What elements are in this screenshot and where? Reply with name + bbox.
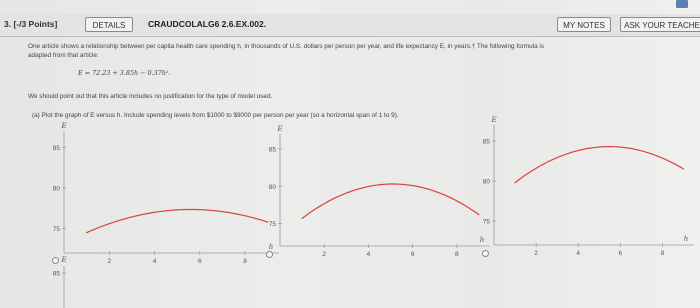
formula: E = 72.23 + 3.85h − 0.37h². (78, 69, 171, 77)
radio-option-2[interactable] (266, 251, 273, 258)
x-tick-label: 8 (660, 250, 665, 257)
x-tick-label: 2 (107, 258, 112, 265)
data-point (302, 218, 303, 219)
data-point (177, 209, 178, 210)
graph-option-3[interactable] (483, 116, 694, 257)
intro-text-1: One article shows a relationship between per capita health care spending h, in thousands of U.S. dollars per person per year, and life expectancy E, in years.† The following formula is (28, 43, 545, 50)
y-tick-label: 75 (482, 218, 490, 226)
data-point (514, 182, 515, 183)
x-tick-label: 8 (243, 258, 247, 265)
x-tick-label: 4 (366, 251, 371, 258)
part-a-prompt: (a) Plot the graph of E versus h. Include spending levels from $1000 to $9000 per person per year (so a horizontal span of 1 to 9). (32, 112, 399, 119)
x-tick-label: 6 (197, 258, 202, 265)
intro-text-2: adapted from that article: (28, 52, 99, 59)
data-point (478, 214, 479, 215)
x-tick-label: 4 (152, 258, 157, 265)
details-button[interactable]: DETAILS (85, 17, 133, 32)
radio-option-3[interactable] (482, 250, 489, 257)
graph-option-1[interactable] (53, 122, 279, 265)
data-point (609, 146, 610, 147)
y-tick-label: 85 (268, 146, 276, 154)
y-tick-label: 75 (52, 226, 60, 234)
y-tick-label: 75 (268, 221, 276, 229)
series-curve (515, 147, 683, 183)
y-tick-label: 80 (52, 185, 60, 193)
x-tick-label: 8 (455, 251, 459, 258)
y-tick-label: 80 (482, 178, 490, 186)
x-axis-label: h (268, 243, 274, 251)
my-notes-button[interactable]: MY NOTES (557, 17, 611, 32)
x-axis-label: h (683, 235, 689, 243)
x-tick-label: 2 (322, 251, 327, 258)
x-tick-label: 2 (534, 250, 538, 257)
y-axis-label: E (491, 116, 497, 124)
y-axis-label: E (277, 125, 283, 133)
y-axis-label: E (61, 256, 67, 264)
y-tick-label: 85 (52, 270, 60, 278)
question-number: 3. [-/3 Points] (4, 19, 58, 29)
data-point (683, 168, 684, 169)
series-curve (302, 184, 479, 218)
model-note: We should point out that this article includes no justification for the type of model used. (28, 93, 273, 100)
radio-option-1[interactable] (52, 257, 59, 264)
y-tick-label: 85 (52, 144, 60, 152)
x-axis-label: h (479, 236, 485, 244)
y-tick-label: 80 (268, 183, 276, 191)
x-tick-label: 6 (410, 251, 415, 258)
ask-teacher-button[interactable]: ASK YOUR TEACHE (620, 17, 700, 32)
problem-code: CRAUDCOLALG6 2.6.EX.002. (148, 19, 267, 29)
y-axis-label: E (61, 122, 67, 130)
x-tick-label: 4 (576, 250, 581, 257)
graph-option-2[interactable] (269, 125, 490, 258)
data-point (86, 232, 87, 233)
data-point (390, 183, 391, 184)
x-tick-label: 6 (618, 250, 623, 257)
series-curve (87, 210, 268, 233)
y-tick-label: 85 (482, 138, 490, 146)
